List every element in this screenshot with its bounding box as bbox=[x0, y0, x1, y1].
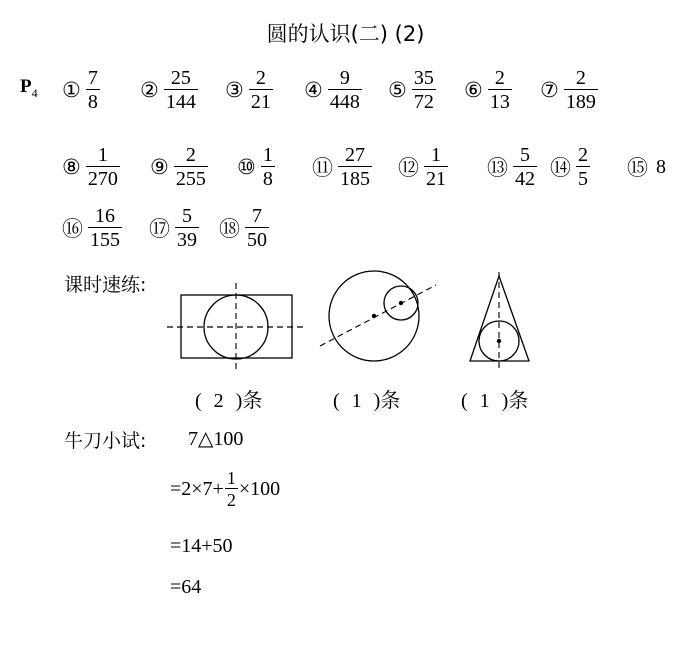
page-letter: P bbox=[20, 76, 32, 97]
fraction-denominator: 21 bbox=[426, 168, 446, 190]
trial-heading: 牛刀小试: bbox=[64, 430, 147, 452]
answer-number: ⑭ bbox=[550, 156, 571, 180]
page-number: 4 bbox=[31, 85, 38, 100]
answer-number: ③ bbox=[225, 78, 244, 102]
answer-number: ④ bbox=[304, 78, 323, 102]
page-title: 圆的认识(二) (2) bbox=[266, 22, 425, 46]
answer-number: ⑩ bbox=[237, 155, 256, 179]
fraction-denominator: 5 bbox=[578, 168, 588, 190]
count-answer-2: ( 1 )条 bbox=[333, 388, 401, 412]
fraction-denominator: 39 bbox=[177, 229, 197, 251]
fraction-numerator: 27 bbox=[345, 144, 365, 166]
fraction-denominator: 255 bbox=[175, 168, 206, 190]
fraction-numerator: 1 bbox=[97, 144, 108, 166]
count-value: 2 bbox=[213, 390, 224, 412]
answer-number: ⑧ bbox=[62, 155, 81, 179]
fraction-denominator: 42 bbox=[515, 168, 535, 190]
answer-number: ⑰ bbox=[149, 217, 170, 241]
two-circles-figure bbox=[320, 271, 436, 361]
trial-expression: 7△100 bbox=[188, 428, 244, 450]
fraction-denominator: 8 bbox=[262, 168, 273, 190]
fraction-numerator: 1 bbox=[262, 144, 273, 166]
answer-number: ① bbox=[62, 78, 81, 102]
quick-practice-heading: 课时速练: bbox=[64, 274, 147, 296]
fraction-numerator: 1 bbox=[431, 144, 441, 166]
fraction-numerator: 5 bbox=[182, 205, 192, 227]
fraction-denominator: 189 bbox=[565, 91, 596, 113]
solution-step-2: =14+50 bbox=[170, 535, 233, 557]
fraction-numerator: 9 bbox=[339, 67, 350, 89]
fraction-numerator: 2 bbox=[575, 67, 586, 89]
count-value: 1 bbox=[351, 390, 362, 412]
solution-step-1: =2×7+ $\frac{1}{2}$ ×100 bbox=[170, 468, 281, 510]
solution-step-3: =64 bbox=[170, 576, 202, 598]
fraction-denominator: 21 bbox=[250, 91, 271, 113]
fraction-numerator: 7 bbox=[252, 205, 262, 227]
fraction-numerator: 2 bbox=[494, 67, 505, 89]
fraction-denominator: 155 bbox=[90, 229, 120, 251]
answer-number: ⑪ bbox=[312, 156, 333, 180]
half-fraction: $\frac{1}{2}$ bbox=[226, 468, 236, 510]
count-answer-1: ( 2 )条 bbox=[195, 388, 263, 412]
count-value: 1 bbox=[479, 390, 490, 412]
fraction-numerator: 2 bbox=[578, 144, 588, 166]
fraction-denominator: 144 bbox=[165, 91, 196, 113]
fraction-numerator: 7 bbox=[87, 67, 98, 89]
fraction-denominator: 270 bbox=[87, 168, 118, 190]
answer-number: ⑥ bbox=[464, 78, 483, 102]
answer-number: ② bbox=[140, 78, 159, 102]
fraction-denominator: 8 bbox=[87, 91, 98, 113]
fraction-denominator: 448 bbox=[329, 91, 360, 113]
fraction-numerator: 5 bbox=[520, 144, 530, 166]
answer-number: ⑨ bbox=[150, 155, 169, 179]
answer-number: ⑬ bbox=[487, 156, 508, 180]
rectangle-circle-figure bbox=[167, 283, 305, 370]
answer-number: ⑱ bbox=[219, 217, 240, 241]
count-answer-3: ( 1 )条 bbox=[461, 388, 529, 412]
fraction-numerator: 2 bbox=[185, 144, 196, 166]
fraction-numerator: 25 bbox=[170, 67, 191, 89]
answer-number: ⑦ bbox=[540, 78, 559, 102]
answer-number: ⑤ bbox=[388, 78, 407, 102]
answer-value: 8 bbox=[656, 155, 666, 178]
fraction-numerator: 35 bbox=[413, 67, 434, 89]
fraction-numerator: 2 bbox=[255, 67, 266, 89]
fraction-denominator: 185 bbox=[340, 168, 370, 190]
triangle-circle-figure bbox=[470, 272, 529, 368]
fraction-denominator: 72 bbox=[413, 91, 434, 113]
fraction-denominator: 50 bbox=[247, 229, 267, 251]
answer-number: ⑮ bbox=[627, 156, 648, 180]
fraction-denominator: 13 bbox=[489, 91, 510, 113]
answer-number: ⑯ bbox=[62, 217, 83, 241]
answer-number: ⑫ bbox=[398, 156, 419, 180]
fraction-numerator: 16 bbox=[95, 205, 115, 227]
triangle-shape bbox=[470, 276, 529, 361]
